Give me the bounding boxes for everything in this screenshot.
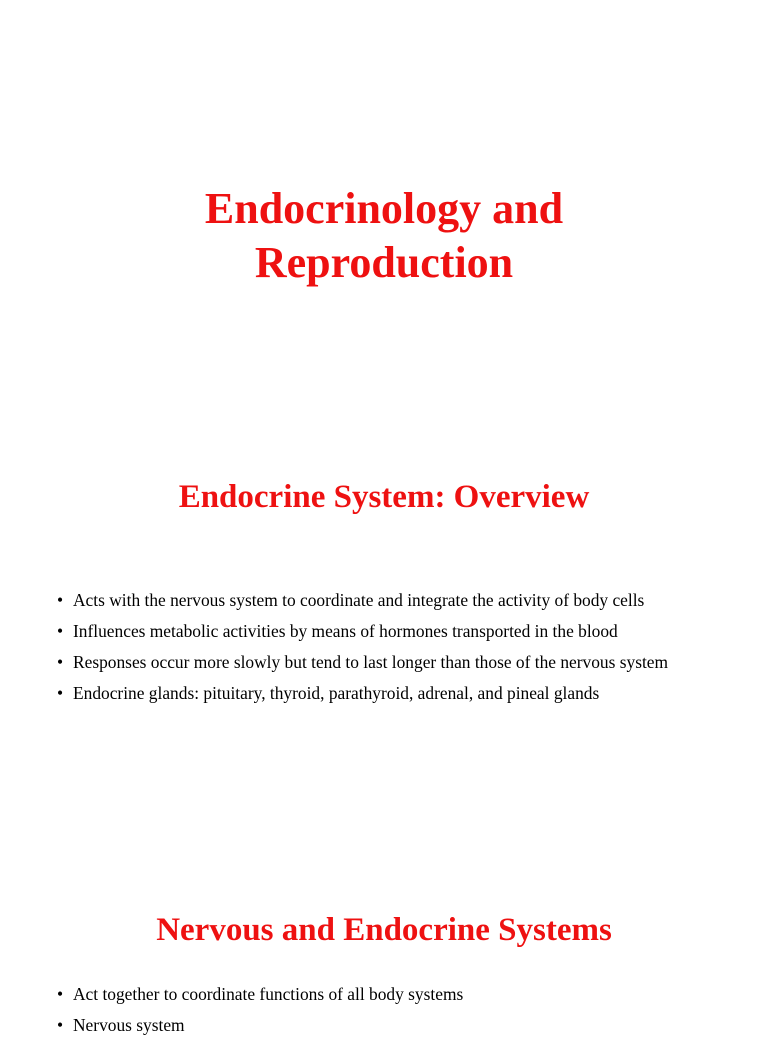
list-item-text: Endocrine glands: pituitary, thyroid, parathyroid, adrenal, and pineal glands — [73, 683, 600, 703]
list-item-text: Act together to coordinate functions of all body systems — [73, 984, 464, 1004]
list-item — [57, 589, 709, 612]
nervous-endocrine-bullet-list — [57, 983, 709, 1045]
list-item — [57, 620, 709, 643]
list-item-text: Responses occur more slowly but tend to last longer than those of the nervous system — [73, 652, 669, 672]
document-title: Endocrinology and Reproduction — [204, 184, 564, 287]
bullet-icon: • — [57, 652, 64, 672]
endocrine-overview-bullet-list — [57, 589, 709, 713]
list-item — [57, 1014, 709, 1037]
list-item — [57, 682, 709, 705]
list-item-text: Influences metabolic activities by means of hormones transported in the blood — [73, 621, 618, 641]
bullet-icon: • — [57, 621, 64, 641]
bullet-icon: • — [57, 590, 64, 610]
list-item-text: Acts with the nervous system to coordinate and integrate the activity of body cells — [73, 590, 645, 610]
section-heading-endocrine-overview: Endocrine System: Overview — [178, 479, 590, 515]
bullet-icon: • — [57, 1015, 64, 1035]
section-heading-nervous-endocrine: Nervous and Endocrine Systems — [156, 912, 612, 948]
list-item — [57, 651, 709, 674]
bullet-icon: • — [57, 683, 64, 703]
bullet-icon: • — [57, 984, 64, 1004]
list-item — [57, 983, 709, 1006]
list-item-text: Nervous system — [73, 1015, 185, 1035]
